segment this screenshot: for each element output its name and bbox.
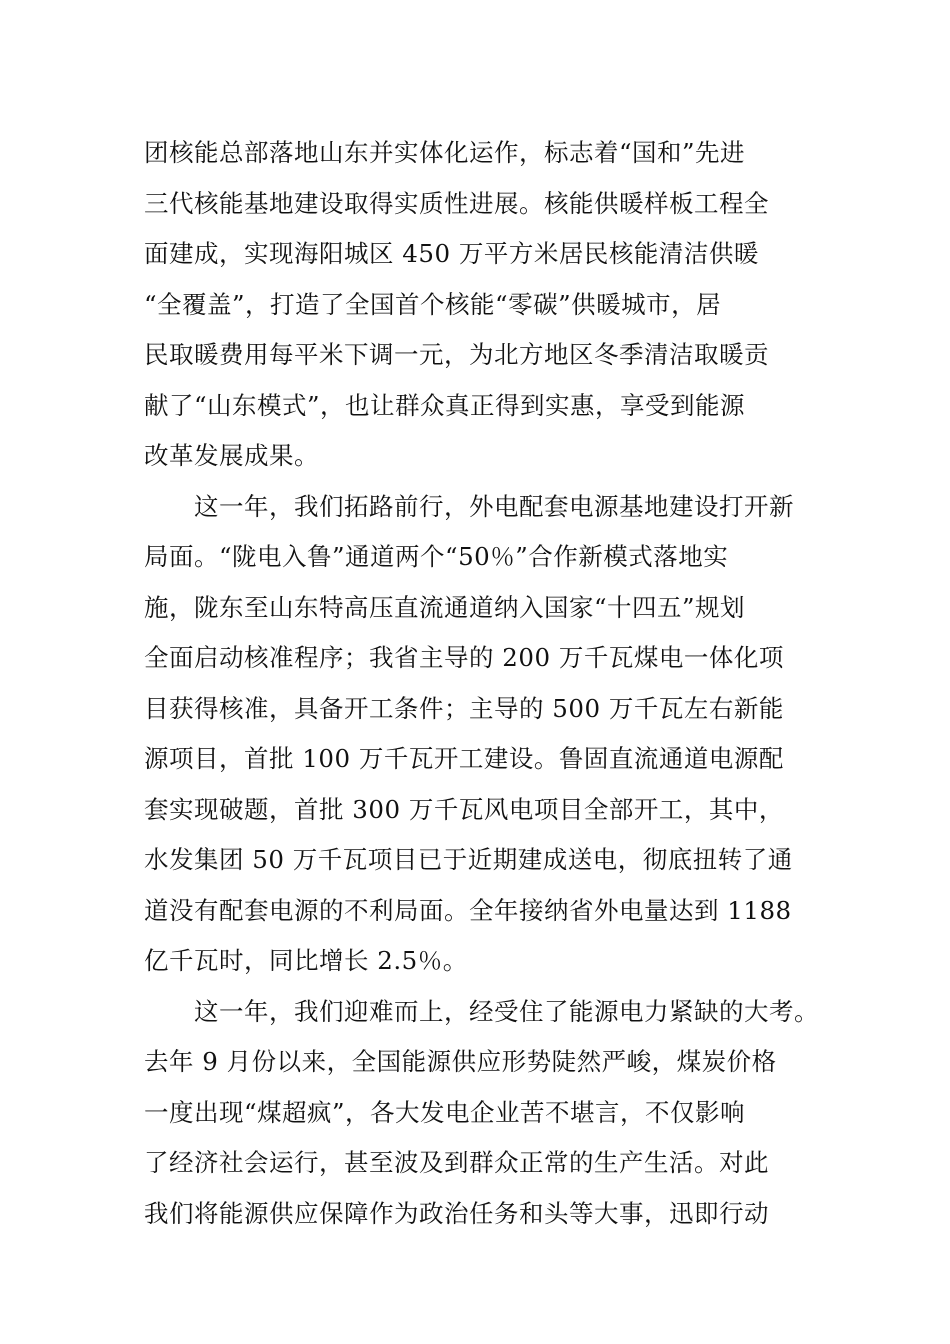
text-line: 团核能总部落地山东并实体化运作，标志着“国和”先进: [144, 138, 746, 167]
text-line: 面建成，实现海阳城区 450 万平方米居民核能清洁供暖: [144, 239, 759, 268]
text-line: 了经济社会运行，甚至波及到群众正常的生产生活。对此: [144, 1148, 769, 1177]
text-line: 民取暖费用每平米下调一元，为北方地区冬季清洁取暖贡: [144, 340, 769, 369]
text-line: 目获得核准，具备开工条件；主导的 500 万千瓦左右新能: [144, 693, 784, 723]
text-line: 这一年，我们拓路前行，外电配套电源基地建设打开新: [144, 491, 794, 521]
text-line: 去年 9 月份以来，全国能源供应形势陡然严峻，煤炭价格: [144, 1047, 777, 1076]
text-line: 全面启动核准程序；我省主导的 200 万千瓦煤电一体化项: [144, 643, 784, 672]
text-line: 一度出现“煤超疯”，各大发电企业苦不堪言，不仅影响: [144, 1097, 746, 1127]
text-line: 改革发展成果。: [144, 441, 319, 470]
text-line: 局面。“陇电入鲁”通道两个“50％”合作新模式落地实: [144, 542, 729, 571]
text-line: 我们将能源供应保障作为政治任务和头等大事，迅即行动: [144, 1198, 769, 1228]
text-line: 套实现破题，首批 300 万千瓦风电项目全部开工，其中，: [144, 794, 784, 824]
text-line: 这一年，我们迎难而上，经受住了能源电力紧缺的大考。: [144, 996, 819, 1026]
body-text: [144, 128, 844, 1239]
text-line: 献了“山东模式”，也让群众真正得到实惠，享受到能源: [144, 390, 746, 420]
text-line: 三代核能基地建设取得实质性进展。核能供暖样板工程全: [144, 188, 769, 218]
text-line: 施，陇东至山东特高压直流通道纳入国家“十四五”规划: [144, 592, 746, 622]
text-line: 源项目，首批 100 万千瓦开工建设。鲁固直流通道电源配: [144, 744, 784, 773]
text-line: 道没有配套电源的不利局面。全年接纳省外电量达到 1188: [144, 895, 792, 925]
text-line: 水发集团 50 万千瓦项目已于近期建成送电，彻底扭转了通: [144, 845, 793, 874]
text-line: 亿千瓦时，同比增长 2.5％。: [144, 946, 468, 975]
text-line: “全覆盖”，打造了全国首个核能“零碳”供暖城市，居: [144, 289, 722, 319]
